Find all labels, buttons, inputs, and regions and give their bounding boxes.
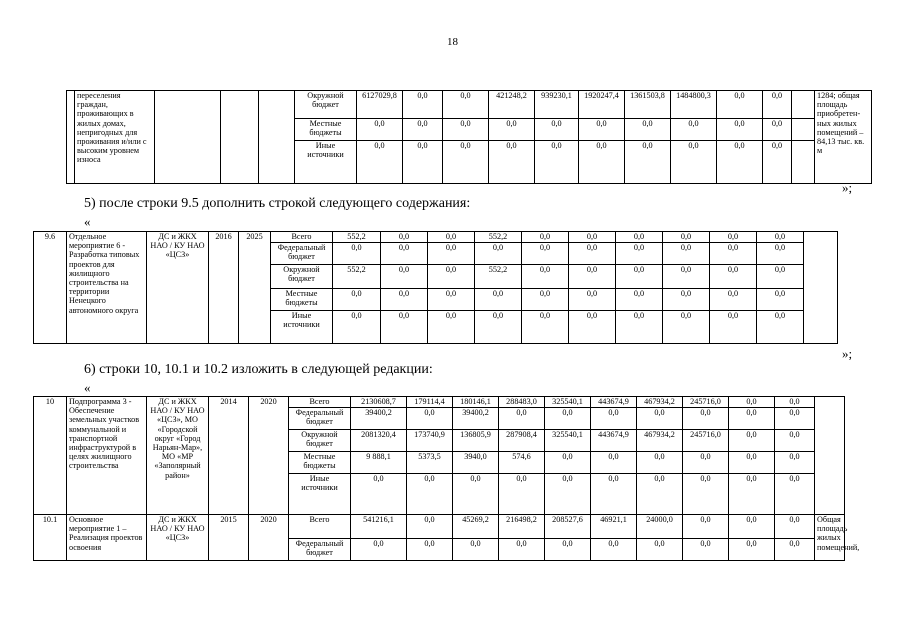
cell-value: 467934,2 — [637, 430, 683, 452]
row-number: 9.6 — [34, 232, 67, 344]
cell-value: 0,0 — [475, 243, 522, 265]
cell-value: 0,0 — [522, 311, 569, 344]
opening-quote: « — [84, 380, 91, 395]
cell-source: Окружной бюджет — [271, 265, 333, 289]
cell-value: 5373,5 — [407, 452, 453, 474]
cell-value: 0,0 — [671, 119, 717, 141]
cell-value: 0,0 — [717, 119, 763, 141]
cell-value: 443674,9 — [591, 397, 637, 408]
cell-value: 0,0 — [663, 243, 710, 265]
cell-value: 0,0 — [710, 265, 757, 289]
cell-value: 0,0 — [683, 452, 729, 474]
cell-value: 0,0 — [443, 91, 489, 119]
cell-value: 180146,1 — [453, 397, 499, 408]
cell-value: 0,0 — [545, 539, 591, 561]
cell-value: 0,0 — [428, 243, 475, 265]
cell-value: 46921,1 — [591, 515, 637, 539]
cell-value: 0,0 — [616, 232, 663, 243]
cell-source: Всего — [289, 515, 351, 539]
cell-value: 0,0 — [357, 141, 403, 184]
cell-value: 0,0 — [729, 452, 775, 474]
cell-value: 0,0 — [683, 539, 729, 561]
cell-name: Основное мероприятие 1 – Реализация проектов освоения — [67, 515, 147, 561]
cell-year-start: 2016 — [209, 232, 239, 344]
cell-executor: ДС и ЖКХ НАО / КУ НАО «ЦСЗ» — [147, 515, 209, 561]
cell-value: 552,2 — [333, 265, 381, 289]
cell-value: 0,0 — [453, 539, 499, 561]
page-number: 18 — [447, 36, 458, 48]
cell-value: 39400,2 — [351, 408, 407, 430]
cell-value: 0,0 — [729, 539, 775, 561]
cell-value: 0,0 — [351, 539, 407, 561]
cell-value: 0,0 — [499, 474, 545, 515]
cell-value: 0,0 — [775, 515, 815, 539]
cell-value: 0,0 — [775, 539, 815, 561]
cell-value: 467934,2 — [637, 397, 683, 408]
cell-value: 0,0 — [428, 265, 475, 289]
cell-value: 0,0 — [381, 265, 428, 289]
cell-value: 0,0 — [763, 119, 792, 141]
cell-value: 6127029,8 — [357, 91, 403, 119]
cell-value: 0,0 — [428, 232, 475, 243]
cell-value: 0,0 — [545, 452, 591, 474]
cell-value: 0,0 — [637, 474, 683, 515]
cell-source: Иные источники — [295, 141, 357, 184]
cell-value: 0,0 — [775, 452, 815, 474]
cell-value: 0,0 — [663, 265, 710, 289]
cell-value: 552,2 — [475, 265, 522, 289]
cell-value: 0,0 — [522, 289, 569, 311]
cell-source: Иные источники — [271, 311, 333, 344]
cell-executor: ДС и ЖКХ НАО / КУ НАО «ЦСЗ» — [147, 232, 209, 344]
cell-value: 0,0 — [757, 232, 804, 243]
cell-value: 0,0 — [499, 408, 545, 430]
cell-value: 2130608,7 — [351, 397, 407, 408]
cell-value: 0,0 — [616, 243, 663, 265]
cell-value: 0,0 — [535, 119, 579, 141]
cell-name: Подпрограмма 3 - Обеспечение земельных участков коммунальной и транспортной инфраструктурой в целях жилищного строительства — [67, 397, 147, 515]
cell-value: 0,0 — [710, 311, 757, 344]
cell-value: 0,0 — [333, 311, 381, 344]
cell-value: 1361503,8 — [625, 91, 671, 119]
cell-value: 0,0 — [663, 232, 710, 243]
cell-value: 9 888,1 — [351, 452, 407, 474]
cell-note: 1284; общая площадь приобретен-ных жилых помещений – 84,13 тыс. кв. м — [815, 91, 872, 184]
row-number: 10.1 — [34, 515, 67, 561]
cell-value: 3940,0 — [453, 452, 499, 474]
cell-value: 0,0 — [683, 474, 729, 515]
cell-value: 0,0 — [403, 141, 443, 184]
opening-quote: « — [84, 214, 91, 229]
cell-value: 0,0 — [381, 232, 428, 243]
cell-value: 0,0 — [475, 311, 522, 344]
cell-source: Федеральный бюджет — [271, 243, 333, 265]
cell-value: 0,0 — [381, 289, 428, 311]
cell-value: 39400,2 — [453, 408, 499, 430]
cell-value: 0,0 — [579, 119, 625, 141]
cell-value: 216498,2 — [499, 515, 545, 539]
cell-value: 0,0 — [443, 141, 489, 184]
cell-value: 0,0 — [637, 452, 683, 474]
cell-value: 0,0 — [591, 474, 637, 515]
cell-value: 287908,4 — [499, 430, 545, 452]
cell-value: 0,0 — [475, 289, 522, 311]
cell-source: Местные бюджеты — [271, 289, 333, 311]
cell-value: 0,0 — [710, 243, 757, 265]
cell-value: 0,0 — [616, 289, 663, 311]
cell-value: 0,0 — [591, 408, 637, 430]
cell-value: 0,0 — [637, 408, 683, 430]
cell-value: 245716,0 — [683, 430, 729, 452]
cell-value: 1484800,3 — [671, 91, 717, 119]
cell-value: 0,0 — [428, 311, 475, 344]
cell-value: 0,0 — [351, 474, 407, 515]
cell-value: 0,0 — [522, 265, 569, 289]
cell-year-end: 2020 — [249, 515, 289, 561]
cell-value: 0,0 — [569, 232, 616, 243]
cell-value: 552,2 — [333, 232, 381, 243]
cell-value: 0,0 — [545, 474, 591, 515]
cell-value: 45269,2 — [453, 515, 499, 539]
cell-value: 0,0 — [729, 397, 775, 408]
cell-value: 0,0 — [489, 119, 535, 141]
closing-quote: »; — [842, 180, 853, 195]
closing-quote: »; — [842, 346, 853, 361]
cell-value: 443674,9 — [591, 430, 637, 452]
cell-executor: ДС и ЖКХ НАО / КУ НАО «ЦСЗ», МО «Городской округ «Город Нарьян-Мар», МО «МР «Заполярный район» — [147, 397, 209, 515]
cell-source: Окружной бюджет — [289, 430, 351, 452]
cell-value: 0,0 — [710, 289, 757, 311]
cell-value: 0,0 — [717, 91, 763, 119]
cell-value: 0,0 — [625, 119, 671, 141]
cell-value: 0,0 — [729, 430, 775, 452]
cell-value: 0,0 — [616, 311, 663, 344]
cell-value: 0,0 — [489, 141, 535, 184]
cell-value: 552,2 — [475, 232, 522, 243]
cell-value: 24000,0 — [637, 515, 683, 539]
cell-name: переселения граждан, проживающих в жилых домах, непригодных для проживания и/или с высоким уровнем износа — [75, 91, 155, 184]
cell-value: 0,0 — [569, 289, 616, 311]
cell-value: 0,0 — [333, 289, 381, 311]
cell-value: 325540,1 — [545, 397, 591, 408]
cell-value: 0,0 — [775, 408, 815, 430]
cell-value: 179114,4 — [407, 397, 453, 408]
cell-value: 0,0 — [591, 452, 637, 474]
cell-value: 0,0 — [522, 243, 569, 265]
cell-value: 0,0 — [757, 289, 804, 311]
cell-value: 0,0 — [522, 232, 569, 243]
cell-value: 0,0 — [407, 539, 453, 561]
cell-value: 0,0 — [729, 474, 775, 515]
cell-source: Федеральный бюджет — [289, 408, 351, 430]
cell-value: 0,0 — [535, 141, 579, 184]
cell-value: 0,0 — [729, 515, 775, 539]
cell-year-start: 2015 — [209, 515, 249, 561]
cell-value: 173740,9 — [407, 430, 453, 452]
cell-value: 0,0 — [663, 311, 710, 344]
cell-value: 0,0 — [381, 243, 428, 265]
program-table-continuation — [66, 90, 872, 184]
cell-value: 0,0 — [775, 474, 815, 515]
row-9-6-table — [33, 231, 838, 344]
cell-value: 0,0 — [625, 141, 671, 184]
cell-source: Иные источники — [289, 474, 351, 515]
cell-year-start: 2014 — [209, 397, 249, 515]
section-heading-5: 5) после строки 9.5 дополнить строкой следующего содержания: — [84, 196, 471, 211]
cell-value: 0,0 — [671, 141, 717, 184]
cell-note: Общая площадь жилых помещений, — [815, 515, 845, 561]
cell-value: 541216,1 — [351, 515, 407, 539]
cell-value: 0,0 — [499, 539, 545, 561]
cell-value: 0,0 — [729, 408, 775, 430]
cell-source: Федеральный бюджет — [289, 539, 351, 561]
cell-year-end: 2025 — [239, 232, 271, 344]
cell-value: 0,0 — [763, 91, 792, 119]
cell-source: Местные бюджеты — [295, 119, 357, 141]
cell-source: Местные бюджеты — [289, 452, 351, 474]
cell-value: 0,0 — [683, 408, 729, 430]
cell-value: 0,0 — [569, 265, 616, 289]
cell-value: 325540,1 — [545, 430, 591, 452]
cell-value: 0,0 — [569, 243, 616, 265]
cell-value: 0,0 — [545, 408, 591, 430]
cell-name: Отдельное мероприятие 6 - Разработка типовых проектов для жилищного строительства на территории Ненецкого автономного округа — [67, 232, 147, 344]
cell-value: 0,0 — [775, 397, 815, 408]
cell-source: Окружной бюджет — [295, 91, 357, 119]
cell-value: 0,0 — [407, 515, 453, 539]
cell-value: 1920247,4 — [579, 91, 625, 119]
cell-value: 0,0 — [616, 265, 663, 289]
cell-value: 0,0 — [569, 311, 616, 344]
cell-value: 0,0 — [637, 539, 683, 561]
cell-value: 288483,0 — [499, 397, 545, 408]
cell-value: 421248,2 — [489, 91, 535, 119]
cell-value: 0,0 — [683, 515, 729, 539]
cell-value: 245716,0 — [683, 397, 729, 408]
cell-value: 0,0 — [453, 474, 499, 515]
cell-value: 0,0 — [710, 232, 757, 243]
cell-value: 0,0 — [443, 119, 489, 141]
cell-value: 0,0 — [763, 141, 792, 184]
cell-source: Всего — [289, 397, 351, 408]
section-heading-6: 6) строки 10, 10.1 и 10.2 изложить в следующей редакции: — [84, 362, 433, 377]
cell-value: 0,0 — [717, 141, 763, 184]
cell-value: 2081320,4 — [351, 430, 407, 452]
cell-value: 136805,9 — [453, 430, 499, 452]
cell-value: 0,0 — [591, 539, 637, 561]
cell-value: 0,0 — [757, 243, 804, 265]
cell-value: 0,0 — [428, 289, 475, 311]
cell-value: 0,0 — [757, 265, 804, 289]
cell-value: 0,0 — [407, 474, 453, 515]
cell-value: 574,6 — [499, 452, 545, 474]
row-number: 10 — [34, 397, 67, 515]
cell-value: 0,0 — [403, 91, 443, 119]
cell-value: 0,0 — [381, 311, 428, 344]
cell-value: 0,0 — [333, 243, 381, 265]
cell-year-end: 2020 — [249, 397, 289, 515]
cell-value: 0,0 — [407, 408, 453, 430]
cell-value: 0,0 — [757, 311, 804, 344]
rows-10-table — [33, 396, 908, 561]
cell-value: 0,0 — [775, 430, 815, 452]
cell-value: 208527,6 — [545, 515, 591, 539]
cell-value: 939230,1 — [535, 91, 579, 119]
cell-value: 0,0 — [663, 289, 710, 311]
cell-source: Всего — [271, 232, 333, 243]
cell-value: 0,0 — [357, 119, 403, 141]
cell-value: 0,0 — [579, 141, 625, 184]
cell-value: 0,0 — [403, 119, 443, 141]
